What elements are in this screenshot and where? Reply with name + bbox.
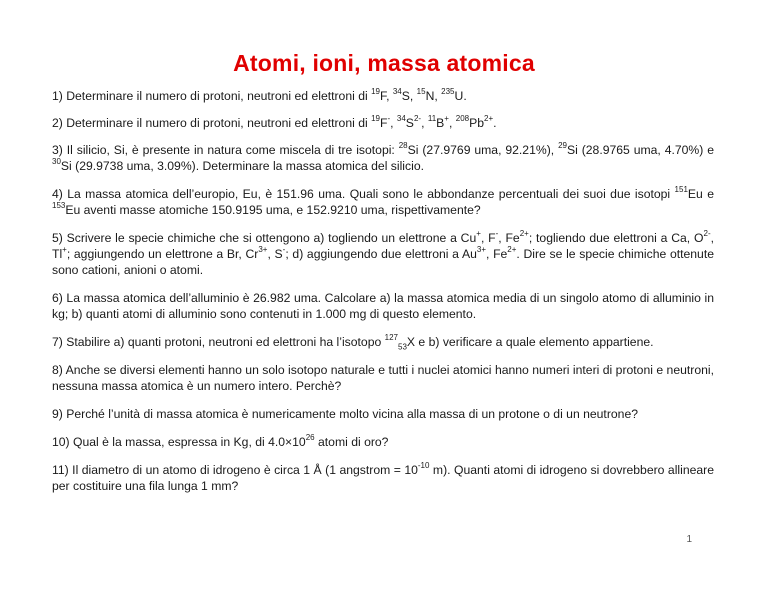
question-supscript: 2- [703, 228, 711, 238]
question-supscript: + [444, 113, 449, 123]
question-1 [52, 88, 714, 104]
question-subscript: 53 [398, 342, 407, 352]
question-text: Pb [469, 116, 485, 130]
question-text: Si (29.9738 uma, 3.09%). Determinare la massa atomica del silicio. [60, 159, 424, 173]
question-text: , [448, 116, 456, 130]
question-text: X e b) verificare a quale elemento appartiene. [406, 335, 654, 349]
question-text: Eu e [687, 187, 714, 201]
question-supscript: 2+ [507, 244, 517, 254]
question-8 [52, 362, 714, 394]
question-supscript: 19 [371, 113, 380, 123]
question-supscript: - [495, 228, 499, 238]
question-text: m). Quanti atomi di idrogeno si dovrebbero allineare per costituire una fila lunga 1 mm? [52, 463, 714, 493]
question-supscript: 2+ [519, 228, 529, 238]
question-supscript: 3+ [476, 244, 486, 254]
question-text: . Dire se le specie chimiche ottenute sono cationi, anioni o atomi. [52, 247, 714, 277]
question-9 [52, 406, 714, 422]
question-text: ; d) aggiungendo due elettroni a Au [285, 247, 477, 261]
question-text: N, [425, 89, 442, 103]
question-supscript: - [282, 244, 286, 254]
question-2 [52, 115, 714, 131]
question-4 [52, 186, 714, 218]
question-text: 1) Determinare il numero di protoni, neutroni ed elettroni di [52, 89, 372, 103]
question-text: , [390, 116, 397, 130]
question-supscript: + [476, 228, 481, 238]
question-text: 6) La massa atomica dell’alluminio è 26.982 uma. Calcolare a) la massa atomica media di un singolo atomo di alluminio in kg; b) quanti atomi di alluminio sono contenuti in 1.000 mg di questo elemento. [52, 291, 714, 321]
question-supscript: -10 [417, 460, 430, 470]
question-text: 2) Determinare il numero di protoni, neutroni ed elettroni di [52, 116, 372, 130]
question-supscript: 2+ [484, 113, 494, 123]
question-supscript: 26 [305, 432, 315, 442]
question-text: 8) Anche se diversi elementi hanno un solo isotopo naturale e tutti i nuclei atomici hanno numeri interi di protoni e neutroni, nessuna massa atomica è un numero intero. Perchè? [52, 363, 714, 393]
question-text: Eu aventi masse atomiche 150.9195 uma, e 152.9210 uma, rispettivamente? [65, 203, 481, 217]
question-text: B [436, 116, 445, 130]
question-text: , F [480, 231, 496, 245]
question-text: S, [401, 89, 417, 103]
question-text: Si (28.9765 uma, 4.70%) e [566, 143, 715, 157]
question-text: 7) Stabilire a) quanti protoni, neutroni ed elettroni ha l’isotopo [52, 335, 385, 349]
question-supscript: 3+ [258, 244, 268, 254]
question-text: 9) Perché l’unità di massa atomica è numericamente molto vicina alla massa di un protone o di un neutrone? [52, 407, 638, 421]
question-text: 4) La massa atomica dell’europio, Eu, è 151.96 uma. Quali sono le abbondanze percentuali dei suoi due isotopi [52, 187, 675, 201]
page-title: Atomi, ioni, massa atomica [233, 50, 535, 76]
question-supscript: 208 [455, 113, 470, 123]
question-7 [52, 334, 714, 350]
question-text: ; aggiungendo un elettrone a Br, Cr [66, 247, 259, 261]
question-text: 3) Il silicio, Si, è presente in natura come miscela di tre isotopi: [52, 143, 399, 157]
question-text: , Fe [486, 247, 508, 261]
question-10 [52, 434, 714, 450]
question-text: , Tl [52, 231, 715, 261]
question-supscript: 34 [396, 113, 406, 123]
question-supscript: 15 [416, 86, 426, 96]
question-text: atomi di oro? [314, 435, 389, 449]
question-supscript: 29 [558, 140, 567, 150]
question-text: , [421, 116, 428, 130]
question-supscript: 34 [392, 86, 402, 96]
question-11 [52, 462, 714, 494]
question-text: Si (27.9769 uma, 92.21%), [407, 143, 559, 157]
question-text: S [405, 116, 414, 130]
question-text: ; togliendo due elettroni a Ca, O [528, 231, 704, 245]
question-text: , Fe [498, 231, 520, 245]
question-supscript: 11 [427, 113, 437, 123]
question-supscript: 235 [441, 86, 455, 96]
question-supscript: 127 [384, 332, 399, 342]
question-6 [52, 290, 714, 322]
question-text: 11) Il diametro di un atomo di idrogeno è circa 1 Å (1 angstrom = 10 [52, 463, 418, 477]
question-supscript: - [387, 113, 391, 123]
question-supscript: 30 [52, 156, 61, 166]
question-supscript: 2- [413, 113, 422, 123]
question-text: F, [379, 89, 393, 103]
question-3 [52, 142, 714, 174]
question-supscript: + [62, 244, 67, 254]
page-number: 1 [686, 534, 692, 545]
question-text: U. [454, 89, 467, 103]
question-text: 10) Qual è la massa, espressa in Kg, di 4.0×10 [52, 435, 306, 449]
question-text: , S [267, 247, 283, 261]
question-list [52, 88, 714, 494]
question-text: 5) Scrivere le specie chimiche che si ottengono a) togliendo un elettrone a Cu [52, 231, 477, 245]
question-supscript: 19 [371, 86, 380, 96]
question-text: F [379, 116, 388, 130]
question-supscript: 28 [398, 140, 408, 150]
question-5 [52, 230, 714, 278]
question-text: . [493, 116, 497, 130]
question-supscript: 153 [52, 200, 66, 210]
question-supscript: 151 [674, 184, 688, 194]
